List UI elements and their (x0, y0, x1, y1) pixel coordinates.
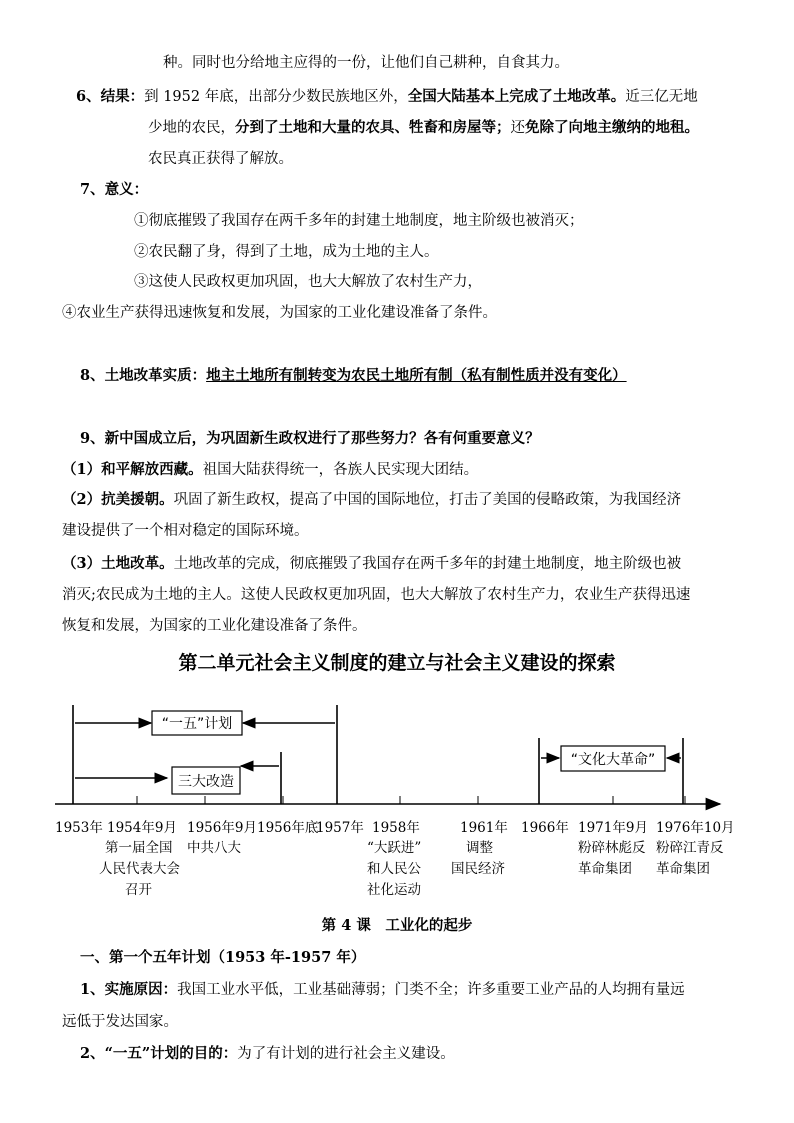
timeline-event-text: 国民经济 (451, 861, 505, 877)
meaning-item: ③这使人民政权更加巩固，也大大解放了农村生产力， (134, 274, 482, 290)
timeline-event-text: 粉碎江青反 (656, 840, 724, 856)
result-text-3: 少地的农民， (148, 120, 235, 136)
q9-item-3-line-3: 恢复和发展，为国家的工业化建设准备了条件。 (62, 618, 367, 634)
q9-item-2-line-2: 建设提供了一个相对稳定的国际环境。 (62, 523, 309, 539)
purpose-line (80, 1044, 455, 1064)
purpose-label: 2、“一五”计划的目的： (80, 1045, 238, 1062)
result-line-3: 农民真正获得了解放。 (148, 151, 293, 167)
result-bold: 全国大陆基本上完成了土地改革。 (407, 88, 626, 105)
timeline-date: 1956年9月 (187, 820, 257, 836)
timeline-event-text: 革命集团 (656, 861, 710, 877)
paragraph-line: 种。同时也分给地主应得的一份，让他们自己耕种，自食其力。 (163, 55, 569, 71)
result-bold-3: 免除了向地主缴纳的地租。 (525, 119, 699, 136)
purpose-text: 为了有计划的进行社会主义建设。 (237, 1046, 455, 1062)
timeline-event-text: 中共八大 (187, 840, 241, 856)
timeline-event-text: 调整 (466, 840, 493, 856)
result-bold-2: 分到了土地和大量的农具、牲畜和房屋等； (235, 119, 511, 136)
result-text: 到 1952 年底，出部分少数民族地区外， (144, 89, 408, 105)
q9-item-1-label: （1）和平解放西藏。 (62, 461, 203, 478)
timeline-ticks (73, 796, 685, 804)
timeline-event-text: 第一届全国 (105, 840, 173, 856)
essence-label: 8、土地改革实质： (80, 367, 207, 384)
timeline-event-text: 召开 (125, 882, 152, 898)
q9-item-2-label: （2）抗美援朝。 (62, 491, 174, 508)
culture-box-label: “文化大革命” (570, 752, 656, 768)
q9-item-2 (62, 490, 681, 510)
timeline-date: 1957年 (316, 820, 364, 836)
timeline-event-text: 和人民公 (367, 861, 421, 877)
result-text-4: 还 (510, 120, 525, 136)
q9-item-2-text: 巩固了新生政权，提高了中国的国际地位，打击了美国的侵略政策，为我国经济 (173, 492, 682, 508)
timeline-event-text: 粉碎林彪反 (578, 840, 646, 856)
q9-item-1-text: 祖国大陆获得统一，各族人民实现大团结。 (202, 462, 479, 478)
reason-line-2: 远低于发达国家。 (62, 1014, 178, 1030)
meaning-item: ②农民翻了身，得到了土地，成为土地的主人。 (134, 244, 439, 260)
q9-question: 9、新中国成立后，为巩固新生政权进行了那些努力？各有何重要意义？ (80, 430, 540, 447)
reason-text: 我国工业水平低，工业基础薄弱；门类不全；许多重要工业产品的人均拥有量远 (177, 982, 685, 998)
timeline-date: 1971年9月 (578, 820, 648, 836)
result-line-2 (148, 118, 699, 138)
reform-box-label: 三大改造 (178, 774, 234, 790)
reason-line-1 (80, 980, 685, 1000)
timeline-date: 1961年 (460, 820, 508, 836)
timeline-event-text: “大跃进” (367, 840, 422, 856)
timeline-event-text: 革命集团 (578, 861, 632, 877)
timeline-date: 1953年 (55, 820, 103, 836)
result-line-1 (76, 87, 698, 107)
timeline-date: 1956年底 (257, 820, 319, 836)
section-heading: 一、第一个五年计划（1953 年-1957 年） (80, 949, 366, 966)
q9-item-3 (62, 554, 681, 574)
timeline-event-text: 人民代表大会 (99, 861, 180, 877)
meaning-item: ④农业生产获得迅速恢复和发展，为国家的工业化建设准备了条件。 (62, 305, 497, 321)
timeline-diagram (55, 700, 735, 910)
reason-label: 1、实施原因： (80, 981, 178, 998)
result-text-2: 近三亿无地 (625, 89, 698, 105)
q9-item-1 (62, 460, 478, 480)
timeline-event-text: 社化运动 (367, 882, 421, 898)
q9-item-3-label: （3）土地改革。 (62, 555, 174, 572)
timeline-date: 1954年9月 (107, 820, 177, 836)
meaning-item: ①彻底摧毁了我国存在两千多年的封建土地制度，地主阶级也被消灭； (134, 213, 584, 229)
meaning-label: 7、意义： (80, 181, 149, 198)
timeline-date: 1966年 (521, 820, 569, 836)
q9-item-3-line-2: 消灭;农民成为土地的主人。这使人民政权更加巩固，也大大解放了农村生产力，农业生产获得迅速 (62, 587, 691, 603)
essence-text: 地主土地所有制转变为农民土地所有制（私有制性质并没有变化） (206, 367, 627, 384)
timeline-date: 1976年10月 (656, 820, 735, 836)
q9-item-3-text: 土地改革的完成，彻底摧毁了我国存在两千多年的封建土地制度，地主阶级也被 (173, 556, 682, 572)
essence-line (80, 366, 627, 386)
lesson-title: 第 4 课 工业化的起步 (321, 917, 473, 934)
unit-title: 第二单元社会主义制度的建立与社会主义建设的探索 (178, 652, 616, 674)
timeline-date: 1958年 (372, 820, 420, 836)
result-label: 6、结果： (76, 88, 145, 105)
plan-box-label: “一五”计划 (161, 716, 233, 732)
